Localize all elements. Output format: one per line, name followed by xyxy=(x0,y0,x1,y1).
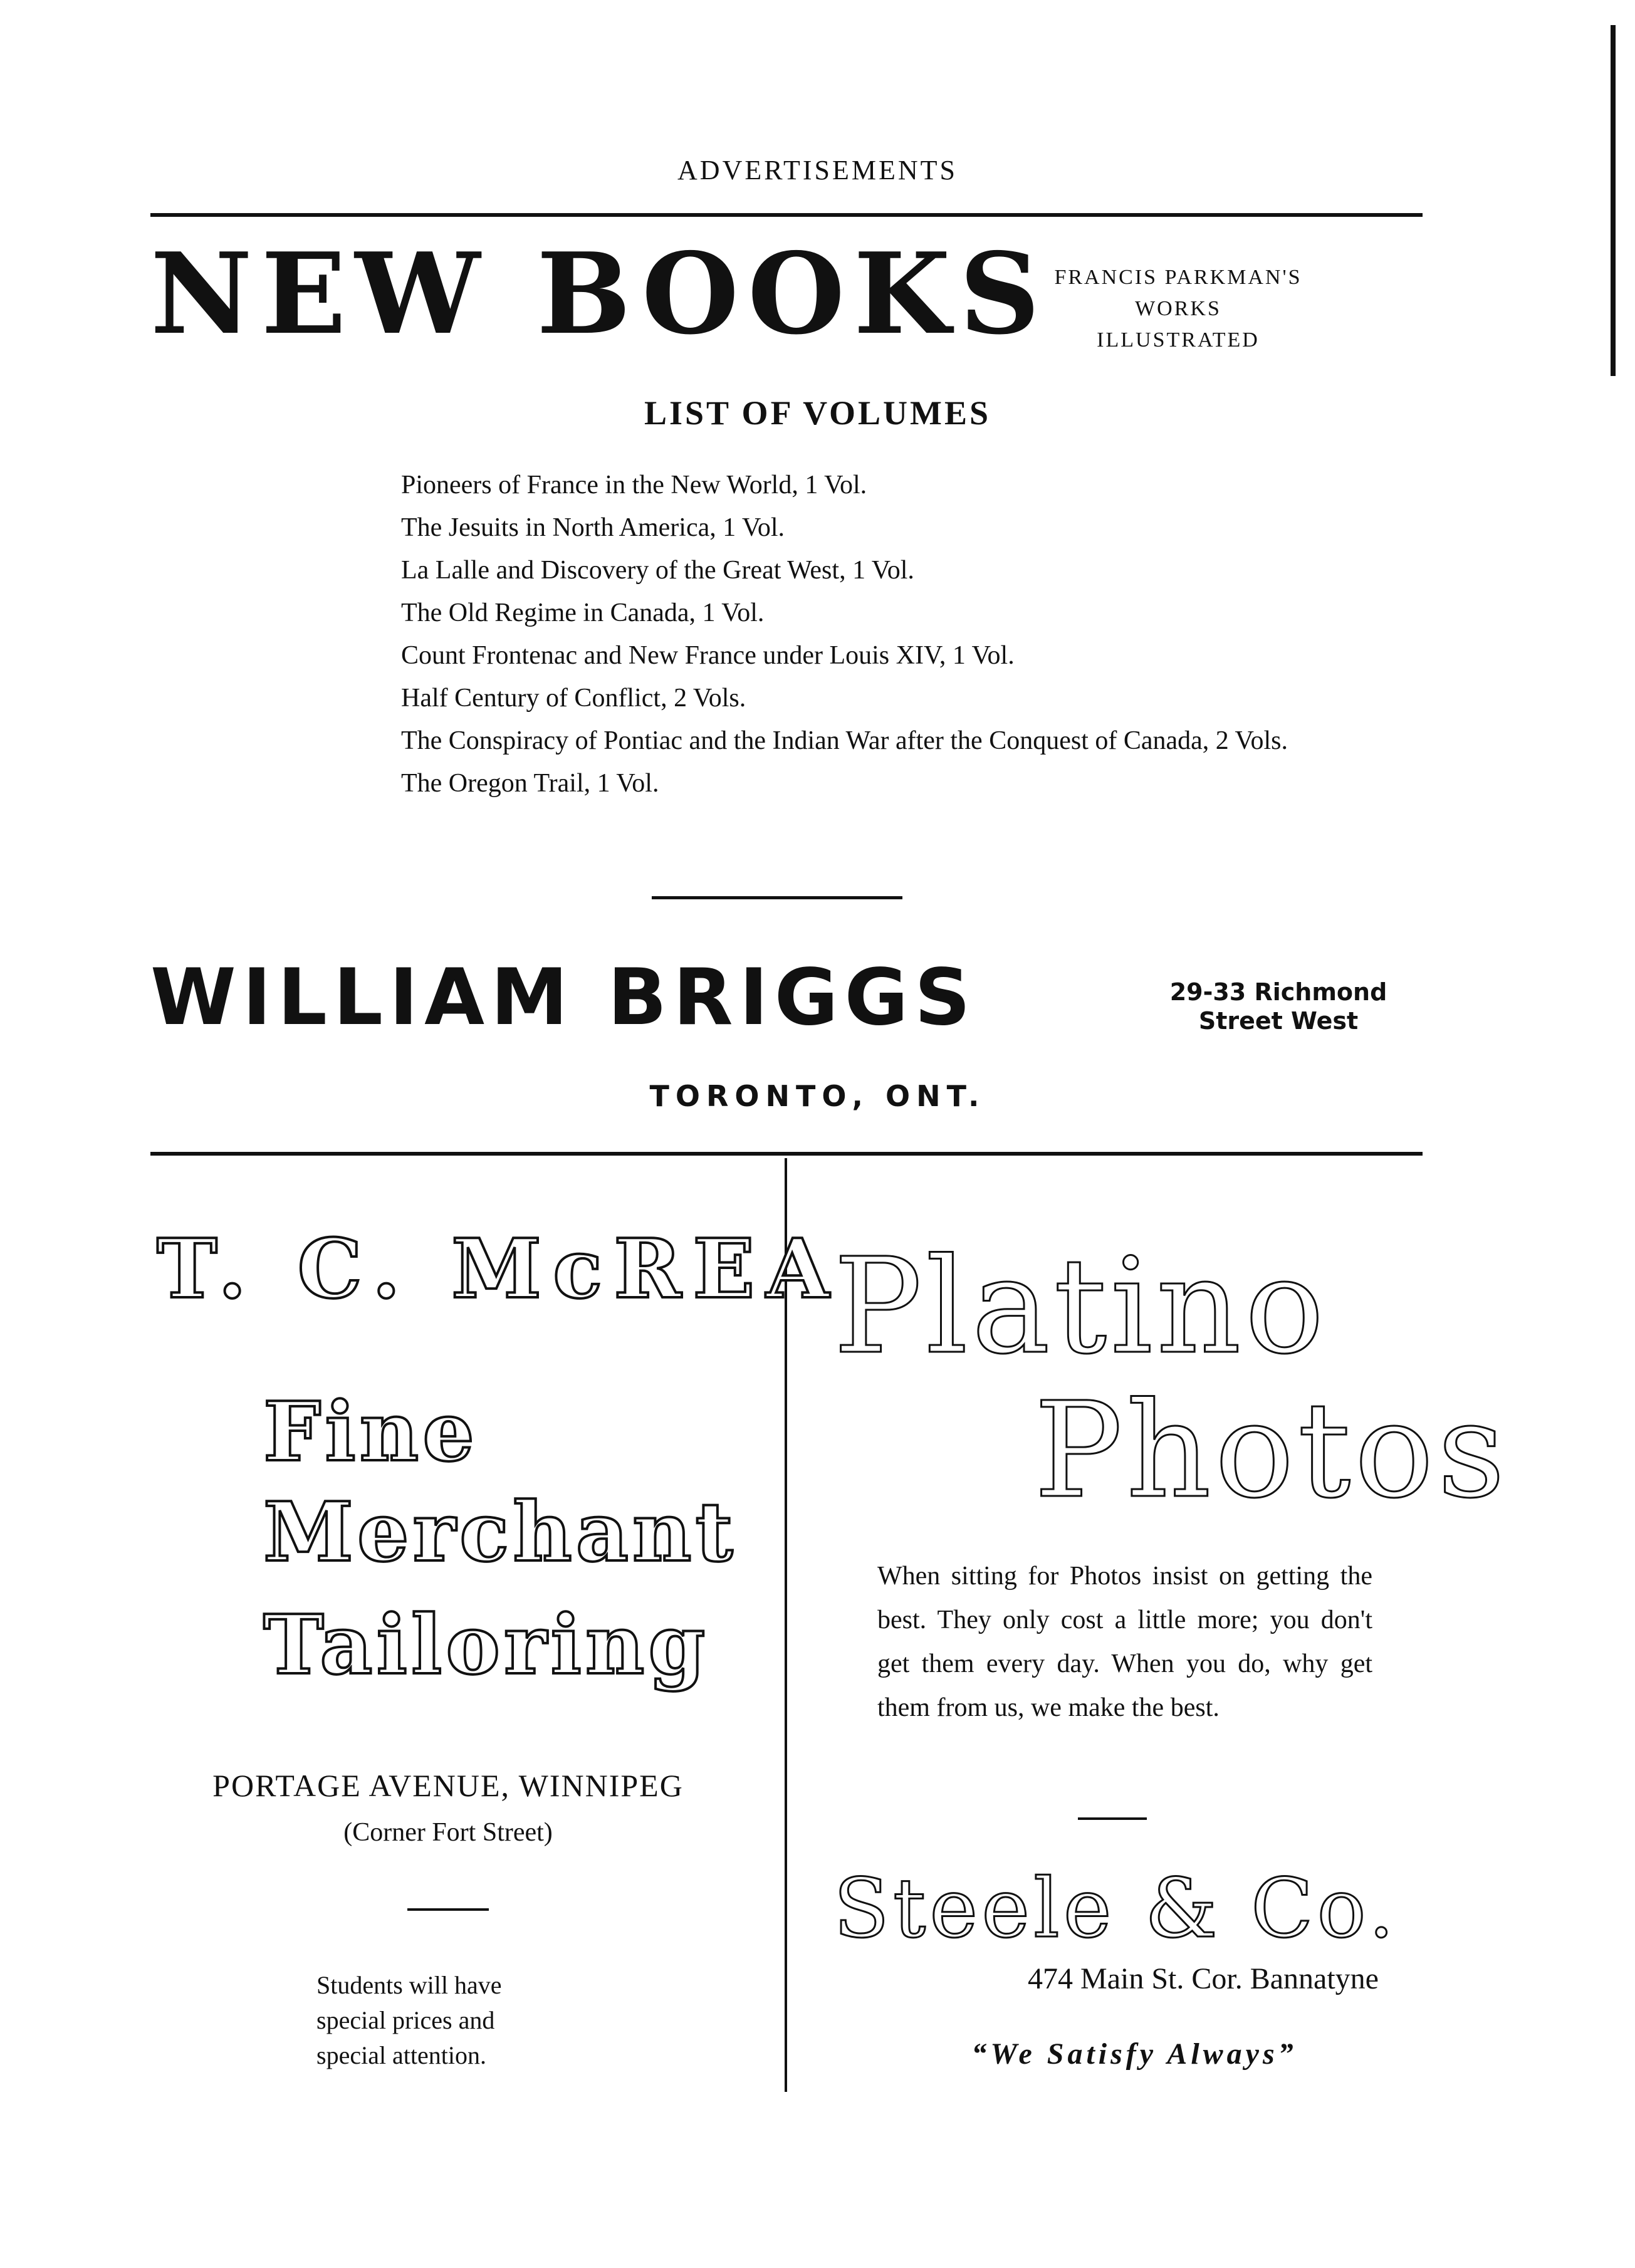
mcrea-corner: (Corner Fort Street) xyxy=(343,1818,553,1847)
photos-heading: Photos xyxy=(1034,1374,1509,1527)
briggs-address-line: 29-33 Richmond xyxy=(1169,978,1387,1006)
volume-item: La Lalle and Discovery of the Great West, 1 Vol. xyxy=(401,556,914,585)
mcrea-students-note xyxy=(316,1968,642,2073)
section-divider xyxy=(652,896,902,899)
briggs-address xyxy=(1153,978,1404,1035)
briggs-name: WILLIAM BRIGGS xyxy=(150,953,977,1043)
volume-item: Pioneers of France in the New World, 1 Vol. xyxy=(401,471,867,499)
students-note-line: special prices and xyxy=(316,2006,495,2034)
parkman-note xyxy=(1003,262,1354,356)
mcrea-line-merchant: Merchant xyxy=(263,1484,737,1580)
list-of-volumes-title: LIST OF VOLUMES xyxy=(644,394,991,432)
parkman-note-line: WORKS xyxy=(1135,297,1221,320)
new-books-heading: NEW BOOKS xyxy=(150,228,1049,359)
platino-heading: Platino xyxy=(833,1230,1328,1383)
steele-blurb: When sitting for Photos insist on getting the best. They only cost a little more; you don't get them every day. When you do, why get them from us, we make the best. xyxy=(877,1562,1372,1722)
volume-item: Half Century of Conflict, 2 Vols. xyxy=(401,684,746,713)
volume-item: The Jesuits in North America, 1 Vol. xyxy=(401,513,785,542)
mcrea-address: PORTAGE AVENUE, WINNIPEG xyxy=(212,1768,684,1803)
running-head: ADVERTISEMENTS xyxy=(677,155,958,186)
mcrea-name: T. C. McREA xyxy=(157,1221,841,1317)
steele-address: 474 Main St. Cor. Bannatyne xyxy=(1028,1962,1379,1995)
students-note-line: special attention. xyxy=(316,2041,487,2069)
students-note-line: Students will have xyxy=(316,1971,502,1999)
volume-list xyxy=(401,464,1360,805)
mcrea-line-tailoring: Tailoring xyxy=(263,1597,709,1693)
scan-edge-mark xyxy=(1611,25,1616,376)
briggs-address-line: Street West xyxy=(1198,1007,1359,1035)
steele-name: Steele & Co. xyxy=(833,1861,1398,1956)
top-rule xyxy=(150,213,1423,217)
parkman-note-line: FRANCIS PARKMAN'S xyxy=(1054,266,1302,289)
volume-item: Count Frontenac and New France under Louis XIV, 1 Vol. xyxy=(401,641,1015,670)
briggs-city: TORONTO, ONT. xyxy=(649,1079,986,1113)
steele-divider xyxy=(1078,1817,1147,1820)
steele-slogan: “We Satisfy Always” xyxy=(971,2037,1297,2071)
mcrea-divider xyxy=(407,1908,489,1911)
volume-item: The Old Regime in Canada, 1 Vol. xyxy=(401,598,765,627)
volume-item: The Conspiracy of Pontiac and the Indian War after the Conquest of Canada, 2 Vols. xyxy=(401,726,1288,755)
mcrea-line-fine: Fine xyxy=(263,1384,478,1480)
volume-item: The Oregon Trail, 1 Vol. xyxy=(401,769,659,798)
bottom-rule xyxy=(150,1152,1423,1156)
parkman-note-line: ILLUSTRATED xyxy=(1097,328,1260,352)
